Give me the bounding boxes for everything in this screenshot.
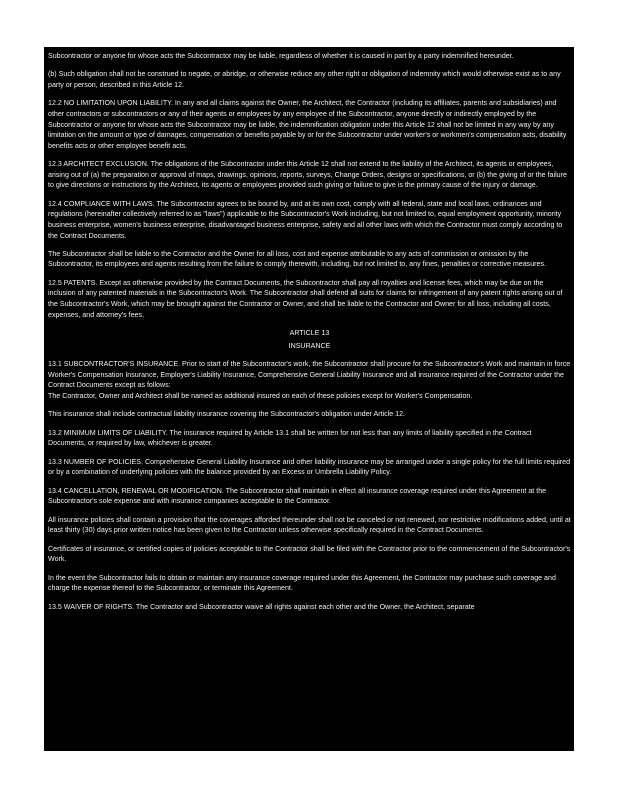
paragraph-12-1-b: (b) Such obligation shall not be construed to negate, or abridge, or otherwise reduce any other right or obligation of indemnity which would otherwise exist as to any party or person, described in this Article 12. [48,70,561,89]
paragraph-13-3: 13.3 NUMBER OF POLICIES. Comprehensive General Liability Insurance and other liability insurance may be arranged under a single policy for the full limits required or by a combination of underlying policies with the balance provided by an Excess or Umbrella Liability Policy. [48,457,571,477]
paragraph-12-5: 12.5 PATENTS. Except as otherwise provided by the Contract Documents, the Subcontractor shall pay all royalties and license fees, which may be due on the inclusion of any patented materials in the Subcontractor's Work. The Subcontractor shall defend all suits for claims for infringement of any patent rights arising out of the Subcontractor's Work, which may be brought against the Contractor or Owner, and shall be liable to the Contractor and Owner for all loss, including all costs, expenses, and attorney's fees. [48,278,563,319]
paragraph-contractual-liability: This insurance shall include contractual liability insurance covering the Subcontractor's obligation under Article 12. [48,410,406,419]
paragraph-13-4-failure: In the event the Subcontractor fails to obtain or maintain any insurance coverage required under this Agreement, the Contractor may purchase such coverage and charge the expense thereof to the Subcontractor, or terminate this Agreement. [48,573,556,593]
paragraph-12-4-liability: The Subcontractor shall be liable to the Contractor and the Owner for all loss, cost and expense attributable to any acts of commission or omission by the Subcontractor, its employees and agents resulting from the failure to comply therewith, including, but not limited to, any fines, penalties or corrective measures. [48,249,546,269]
article-title: INSURANCE [288,341,331,350]
paragraph-13-2: 13.2 MINIMUM LIMITS OF LIABILITY. The insurance required by Article 13.1 shall be written for not less than any limits of liability specified in the Contract Documents, or required by law, whichever is greater. [48,428,532,448]
paragraph-13-4-cancellation: All insurance policies shall contain a provision that the coverages afforded thereunder shall not be canceled or not renewed, nor restrictive modifications added, until at least thirty (30) days prior written notice has been given to the Contractor unless otherwise specifically required in the Contract Documents. [48,515,571,535]
paragraph-13-1-additional-insured: The Contractor, Owner and Architect shall be named as additional insured on each of these policies except for Worker's Compensation. [48,391,473,400]
paragraph-13-5: 13.5 WAIVER OF RIGHTS. The Contractor and Subcontractor waive all rights against each other and the Owner, the Architect, separate [48,602,475,611]
article-heading: ARTICLE 13 [289,329,330,338]
paragraph-12-3: 12.3 ARCHITECT EXCLUSION. The obligations of the Subcontractor under this Article 12 shall not extend to the liability of the Architect, its agents or employees, arising out of (a) the preparation or approval of maps, drawings, opinions, reports, surveys, Change Orders, designs or specifications, or (b) the giving of or the failure to give directions or instructions by the Architect, its agents or employees provided such giving or failure to give is the primary cause of the injury or damage. [48,160,567,190]
paragraph-12-4: 12.4 COMPLIANCE WITH LAWS. The Subcontractor agrees to be bound by, and at its own cost, comply with all federal, state and local laws, ordinances and regulations (hereinafter collectively referred to as "laws") applicable to the Subcontractor's Work including, but not limited to, equal employment opportunity, minority business enterprise, women's business enterprise, disadvantaged business enterprise, safety and all other laws with which the Contractor must comply according to the Contract Documents. [48,199,563,240]
document-page [44,47,574,751]
paragraph-13-4-certificates: Certificates of insurance, or certified copies of policies acceptable to the Contractor shall be filed with the Contractor prior to the commencement of the Subcontractor's Work. [48,544,571,564]
paragraph-13-1: 13.1 SUBCONTRACTOR'S INSURANCE. Prior to start of the Subcontractor's work, the Subcontractor shall procure for the Subcontractor's Work and maintain in force Worker's Compensation Insurance, Employer's Liability Insurance, Comprehensive General Liability Insurance and all insurance required of the Contractor under the Contract Documents except as follows: [48,360,571,390]
paragraph-indemnity-cont: Subcontractor or anyone for whose acts the Subcontractor may be liable, regardless of whether it is caused in part by a party indemnified hereunder. [48,52,514,60]
paragraph-12-2: 12.2 NO LIMITATION UPON LIABILITY. In any and all claims against the Owner, the Architect, the Contractor (including its affiliates, parents and subsidiaries) and other contractors or subcontractors or any of their agents or employees by any employee of the Subcontractor, anyone directly or indirectly employed by the Subcontractor or anyone for whose acts the Subcontractor may be liable, the indemnification obligation under this Article 12 shall not be limited in any way by any limitation on the amount or type of damages, compensation or benefits payable by or for the Subcontractor under worker's or workmen's compensation acts, disability benefits acts or other employee benefit acts. [48,99,567,150]
paragraph-13-4: 13.4 CANCELLATION, RENEWAL OR MODIFICATION. The Subcontractor shall maintain in effect all insurance coverage required under this Agreement at the Subcontractor's sole expense and with insurance companies acceptable to the Contractor. [48,486,547,506]
